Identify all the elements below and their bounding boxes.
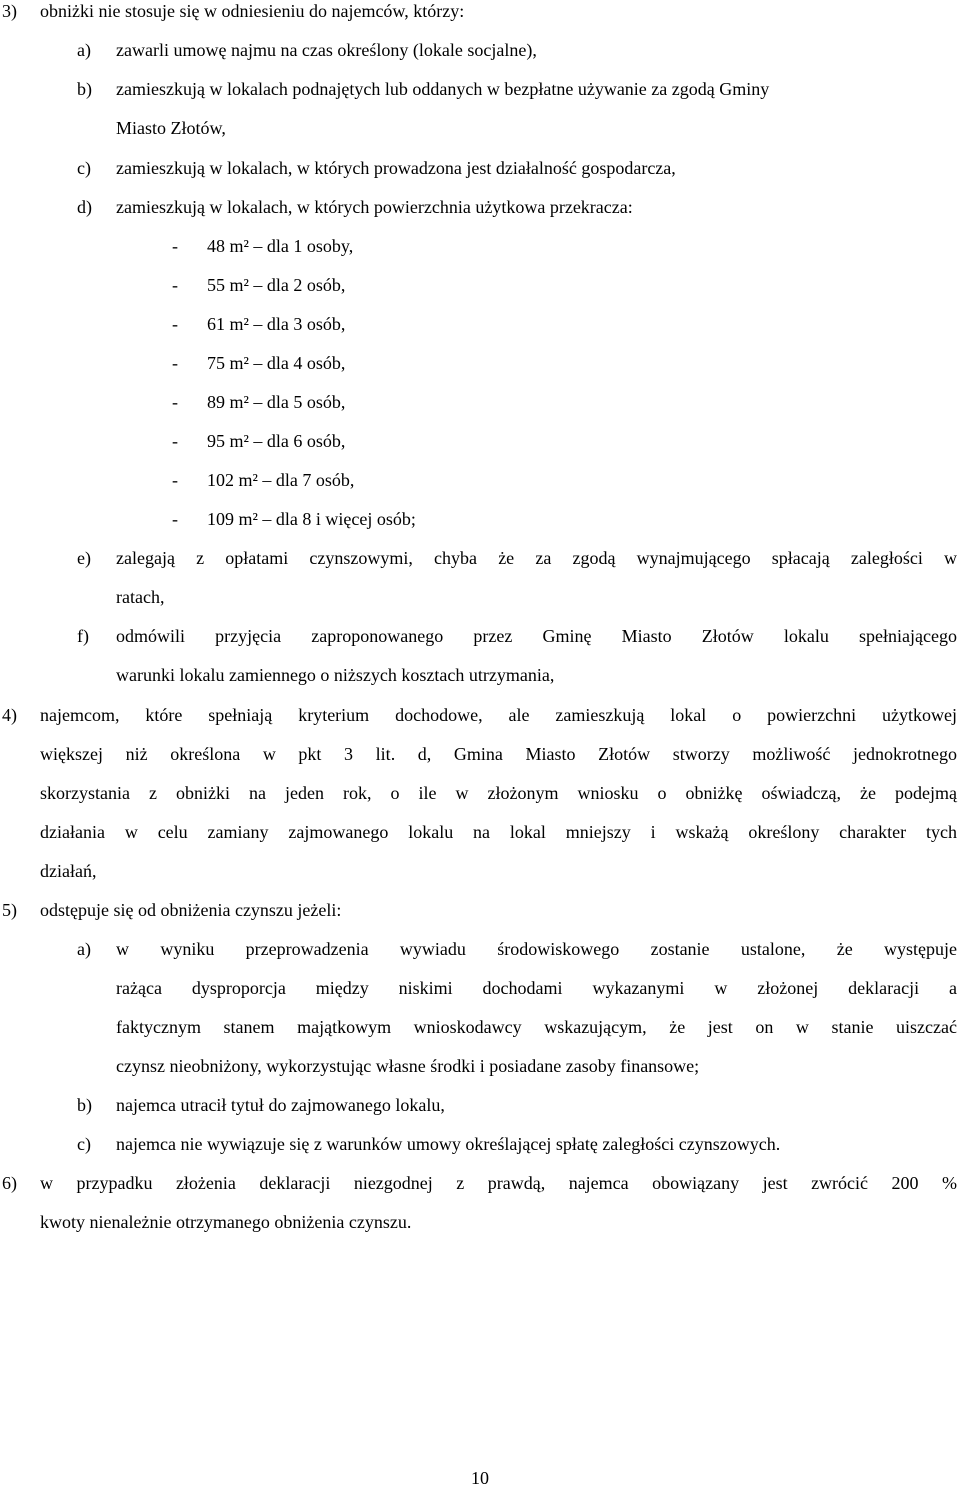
list-item xyxy=(172,274,345,296)
item-6-number: 6) xyxy=(2,1173,17,1193)
item-3b-line2: Miasto Złotów, xyxy=(116,118,226,138)
item-5a xyxy=(77,938,116,960)
item-3c xyxy=(77,157,676,179)
item-5c-text: najemca nie wywiązuje się z warunków umowy określającej spłatę zaległości czynszowych. xyxy=(116,1134,781,1154)
item-5b-text: najemca utracił tytuł do zajmowanego lokalu, xyxy=(116,1095,445,1115)
item-6-line-wrap xyxy=(40,1172,957,1194)
item-3a-number: a) xyxy=(77,40,91,60)
item-3e-line1: zalegają z opłatami czynszowymi, chyba że za zgodą wynajmującego spłacają zaległości w xyxy=(116,548,957,568)
item-4-number: 4) xyxy=(2,705,17,725)
item-3e-line1-wrap xyxy=(116,547,957,569)
item-4-line-wrap xyxy=(40,743,957,765)
list-dash: - xyxy=(172,353,178,373)
list-text: 55 m² – dla 2 osób, xyxy=(207,275,346,295)
item-4-line-wrap xyxy=(40,821,957,843)
item-4-line-wrap xyxy=(40,704,957,726)
list-text: 61 m² – dla 3 osób, xyxy=(207,314,346,334)
item-5c-number: c) xyxy=(77,1134,91,1154)
list-item xyxy=(172,430,345,452)
item-3e-number: e) xyxy=(77,548,91,568)
item-3b-cont xyxy=(116,117,226,139)
item-5a-line-wrap xyxy=(116,1016,957,1038)
item-3f-number: f) xyxy=(77,626,89,646)
item-5 xyxy=(2,899,341,921)
item-6-line: w przypadku złożenia deklaracji niezgodnej z prawdą, najemca obowiązany jest zwrócić 200 % xyxy=(40,1173,957,1193)
item-6-line: kwoty nienależnie otrzymanego obniżenia czynszu. xyxy=(40,1212,412,1232)
item-3d xyxy=(77,196,633,218)
item-5c xyxy=(77,1133,780,1155)
item-4-line-wrap xyxy=(40,782,957,804)
item-3a xyxy=(77,39,537,61)
item-3a-text: zawarli umowę najmu na czas określony (lokale socjalne), xyxy=(116,40,537,60)
list-text: 75 m² – dla 4 osób, xyxy=(207,353,346,373)
item-3e-line2: ratach, xyxy=(116,587,165,607)
item-6-last-line xyxy=(40,1211,411,1233)
item-5-number: 5) xyxy=(2,900,17,920)
item-5a-line: faktycznym stanem majątkowym wnioskodawcy wskazującym, że jest on w stanie uiszczać xyxy=(116,1017,957,1037)
item-3-text: obniżki nie stosuje się w odniesieniu do najemców, którzy: xyxy=(40,1,465,21)
item-3c-number: c) xyxy=(77,158,91,178)
list-dash: - xyxy=(172,392,178,412)
item-3-number: 3) xyxy=(2,1,17,21)
item-4-line: większej niż określona w pkt 3 lit. d, Gmina Miasto Złotów stworzy możliwość jednokrotnego xyxy=(40,744,957,764)
list-dash: - xyxy=(172,509,178,529)
list-text: 109 m² – dla 8 i więcej osób; xyxy=(207,509,416,529)
item-3b-number: b) xyxy=(77,79,92,99)
list-text: 95 m² – dla 6 osób, xyxy=(207,431,346,451)
list-item xyxy=(172,469,354,491)
item-5-text: odstępuje się od obniżenia czynszu jeżeli: xyxy=(40,900,342,920)
item-3e xyxy=(77,547,116,569)
list-item xyxy=(172,235,353,257)
item-6 xyxy=(2,1172,40,1194)
list-text: 48 m² – dla 1 osoby, xyxy=(207,236,354,256)
list-item xyxy=(172,352,345,374)
item-3f-cont xyxy=(116,664,554,686)
item-4-line: skorzystania z obniżki na jeden rok, o ile w złożonym wniosku o obniżkę oświadczą, że podejmą xyxy=(40,783,957,803)
item-3c-text: zamieszkują w lokalach, w których prowadzona jest działalność gospodarcza, xyxy=(116,158,676,178)
item-3 xyxy=(2,0,464,22)
list-dash: - xyxy=(172,275,178,295)
item-4 xyxy=(2,704,40,726)
list-item xyxy=(172,391,345,413)
item-5a-line: czynsz nieobniżony, wykorzystując własne środki i posiadane zasoby finansowe; xyxy=(116,1056,700,1076)
item-5a-line-wrap xyxy=(116,938,957,960)
item-3f-line2: warunki lokalu zamiennego o niższych kosztach utrzymania, xyxy=(116,665,555,685)
page-number: 10 xyxy=(471,1468,489,1488)
item-5b xyxy=(77,1094,445,1116)
item-5a-number: a) xyxy=(77,939,91,959)
item-5a-last-line xyxy=(116,1055,699,1077)
list-item xyxy=(172,313,345,335)
item-3b-line1: zamieszkują w lokalach podnajętych lub oddanych w bezpłatne używanie za zgodą Gminy xyxy=(116,79,770,99)
item-3f xyxy=(77,625,116,647)
item-4-line: działań, xyxy=(40,861,97,881)
item-3e-cont xyxy=(116,586,164,608)
list-dash: - xyxy=(172,431,178,451)
item-3d-text: zamieszkują w lokalach, w których powierzchnia użytkowa przekracza: xyxy=(116,197,633,217)
list-dash: - xyxy=(172,236,178,256)
item-4-line: działania w celu zamiany zajmowanego lokalu na lokal mniejszy i wskażą określony charakter tych xyxy=(40,822,957,842)
list-dash: - xyxy=(172,470,178,490)
item-5a-line: w wyniku przeprowadzenia wywiadu środowiskowego zostanie ustalone, że występuje xyxy=(116,939,957,959)
item-3b xyxy=(77,78,769,100)
item-3d-number: d) xyxy=(77,197,92,217)
list-item xyxy=(172,508,416,530)
list-text: 102 m² – dla 7 osób, xyxy=(207,470,355,490)
item-4-line: najemcom, które spełniają kryterium dochodowe, ale zamieszkują lokal o powierzchni użytkowej xyxy=(40,705,957,725)
item-3f-line1: odmówili przyjęcia zaproponowanego przez Gminę Miasto Złotów lokalu spełniającego xyxy=(116,626,957,646)
list-dash: - xyxy=(172,314,178,334)
item-4-last-line xyxy=(40,860,96,882)
item-3f-line1-wrap xyxy=(116,625,957,647)
list-text: 89 m² – dla 5 osób, xyxy=(207,392,346,412)
item-5a-line: rażąca dysproporcja między niskimi dochodami wykazanymi w złożonej deklaracji a xyxy=(116,978,957,998)
item-5b-number: b) xyxy=(77,1095,92,1115)
item-5a-line-wrap xyxy=(116,977,957,999)
